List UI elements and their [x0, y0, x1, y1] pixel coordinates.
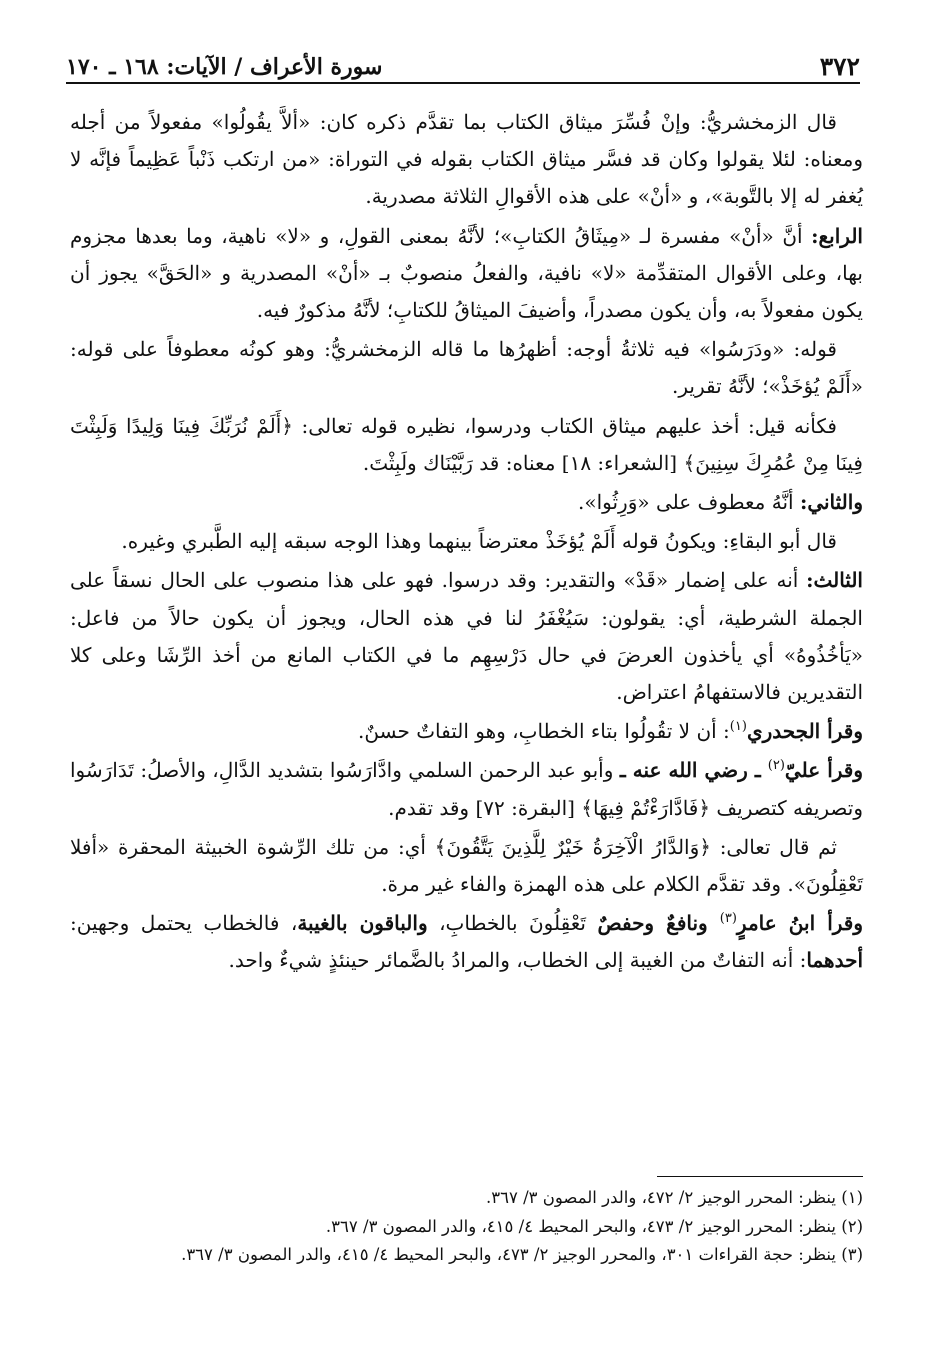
reader-names: والباقون بالغيبة	[297, 911, 428, 936]
paragraph: وقرأ ابنُ عامرٍ$^{(٣)}$ ونافعٌ وحفصٌ تَعْقِلُونَ بالخطابِ، والباقون بالغيبة، فالخطاب يحتمل وجهين: أحدهما: أنه التفاتٌ من الغيبة إلى الخطاب، والمرادُ بالضَّمائر حينئذٍ شيءٌ واحد.	[70, 911, 864, 973]
honorific: ـ رضي الله عنه ـ	[619, 758, 768, 783]
main-text	[70, 104, 863, 982]
point-label: أحدهما	[806, 948, 863, 973]
footnote: (١) ينظر: المحرر الوجيز ٢/ ٤٧٢، والدر المصون ٣/ ٣٦٧.	[486, 1188, 863, 1207]
paragraph: وقرأ الجحدري$^{(١)}$: أن لا تقُولُوا بتاء الخطابِ، وهو التفاتٌ حسنٌ.	[358, 719, 863, 744]
running-header	[66, 46, 860, 84]
point-label: والثاني:	[799, 490, 863, 515]
footnote: (٢) ينظر: المحرر الوجيز ٢/ ٤٧٣، والبحر المحيط ٤/ ٤١٥، والدر المصون ٣/ ٣٦٧.	[325, 1216, 863, 1236]
paragraph: ثم قال تعالى: ﴿وَالدَّارُ الْآخِرَةُ خَيْرٌ لِلَّذِينَ يَتَّقُونَ﴾ أي: من تلك الرِّشوة الخبيثة المحقرة «أفلا تَعْقِلُونَ». وقد تقدَّم الكلام على هذه الهمزة والفاء غير مرة.	[70, 834, 863, 897]
paragraph: الثالث: أنه على إضمار «قَدْ» والتقدير: وقد درسوا. فهو على هذا منصوب على الحال نسقاً على الجملة الشرطية، أي: يقولون: سَيُغْفَرُ لنا في هذه الحال، ويجوز أن يكون حالاً من فاعل: «يَأخُذُوهُ» أي يأخذون العرضَ في حال دَرْسِهِم ما في الكتاب المانع من أخذ الرِّشَا وعلى كلا التقديرين فالاستفهامُ اعتراض.	[70, 568, 863, 705]
paragraph: الرابع: أنَّ «أنْ» مفسرة لـ «مِيثَاقُ الكتابِ»؛ لأنَّهُ بمعنى القولِ، و «لا» ناهية، وما بعدها مجزوم بها، وعلى الأقوال المتقدِّمة «لا» نافية، والفعلُ منصوبٌ بـ «أنْ» المصدرية و «الحَقَّ» يجوز أن يكون مفعولاً به، وأن يكون مصدراً، وأضيفَ الميثاقُ للكتابِ؛ لأنَّهُ مذكورٌ فيه.	[70, 223, 863, 323]
reader-names: ونافعٌ وحفصٌ	[597, 911, 720, 936]
footnote: (٣) ينظر: حجة القراءات ٣٠١، والمحرر الوجيز ٢/ ٤٧٣، والبحر المحيط ٤/ ٤١٥، والدر المصون ٣/ ٣٦٧.	[181, 1245, 863, 1264]
paragraph: والثاني: أنَّهُ معطوف على «وَرِثُوا».	[578, 490, 863, 515]
footnotes	[70, 1184, 863, 1270]
page-number: ٣٧٢	[819, 52, 860, 81]
footnote-ref[interactable]: (٢)	[767, 758, 785, 774]
point-label: الثالث:	[806, 568, 863, 593]
surah-title: سورة الأعراف / الآيات: ١٦٨ ـ ١٧٠	[66, 54, 383, 80]
reader-name: وقرأ ابنُ عامرٍ	[736, 911, 864, 936]
reader-name: وقرأ عليّ	[784, 758, 864, 783]
point-label: الرابع:	[811, 223, 863, 248]
paragraph: قال الزمخشريُّ: وإنْ فُسِّرَ ميثاق الكتاب بما تقدَّم ذكره كان: «ألاَّ يقُولُوا» مفعولاً من أجله ومعناه: لئلا يقولوا وكان قد فسَّر ميثاق الكتاب بقوله في التوراة: «من ارتكب ذَنْباً عَظِيماً فإنَّه لا يُغفر له إلا بالتَّوبة»، و «أنْ» على هذه الأقوالِ الثلاثة مصدرية.	[70, 110, 863, 209]
paragraph: قال أبو البقاءِ: ويكونُ قوله أَلَمْ يُؤخَذْ معترضاً بينهما وهذا الوجه سبقه إليه الطَّبري وغيره.	[121, 529, 837, 554]
footnote-ref[interactable]: (٣)	[719, 911, 737, 927]
paragraph: فكأنه قيل: أخذ عليهم ميثاق الكتاب ودرسوا، نظيره قوله تعالى: ﴿أَلَمْ نُرَبِّكَ فِينَا وَلِيدًا وَلَبِثْتَ فِينَا مِنْ عُمُرِكَ سِنِينَ﴾ [الشعراء: ١٨] معناه: قد رَبَّيْنَاك ولَبِثْتَ.	[70, 413, 863, 475]
footnote-ref[interactable]: (١)	[729, 719, 747, 735]
paragraph: قوله: «ودَرَسُوا» فيه ثلاثةُ أوجه: أظهرُها ما قاله الزمخشريُّ: وهو كونُه معطوفاً على قوله: «أَلَمْ يُؤخَذْ»؛ لأنَّهُ تقرير.	[70, 337, 863, 399]
footnote-separator	[657, 1176, 863, 1177]
reader-name: وقرأ الجحدري	[746, 719, 863, 744]
paragraph: وقرأ عليّ$^{(٢)}$ ـ رضي الله عنه ـ وأبو عبد الرحمن السلمي وادَّارَسُوا بتشديد الدَّالِ، والأصلُ: تَدَارَسُوا وتصريفه كتصريف ﴿فَادَّارَءْتُمْ فِيهَا﴾ [البقرة: ٧٢] وقد تقدم.	[70, 758, 864, 820]
